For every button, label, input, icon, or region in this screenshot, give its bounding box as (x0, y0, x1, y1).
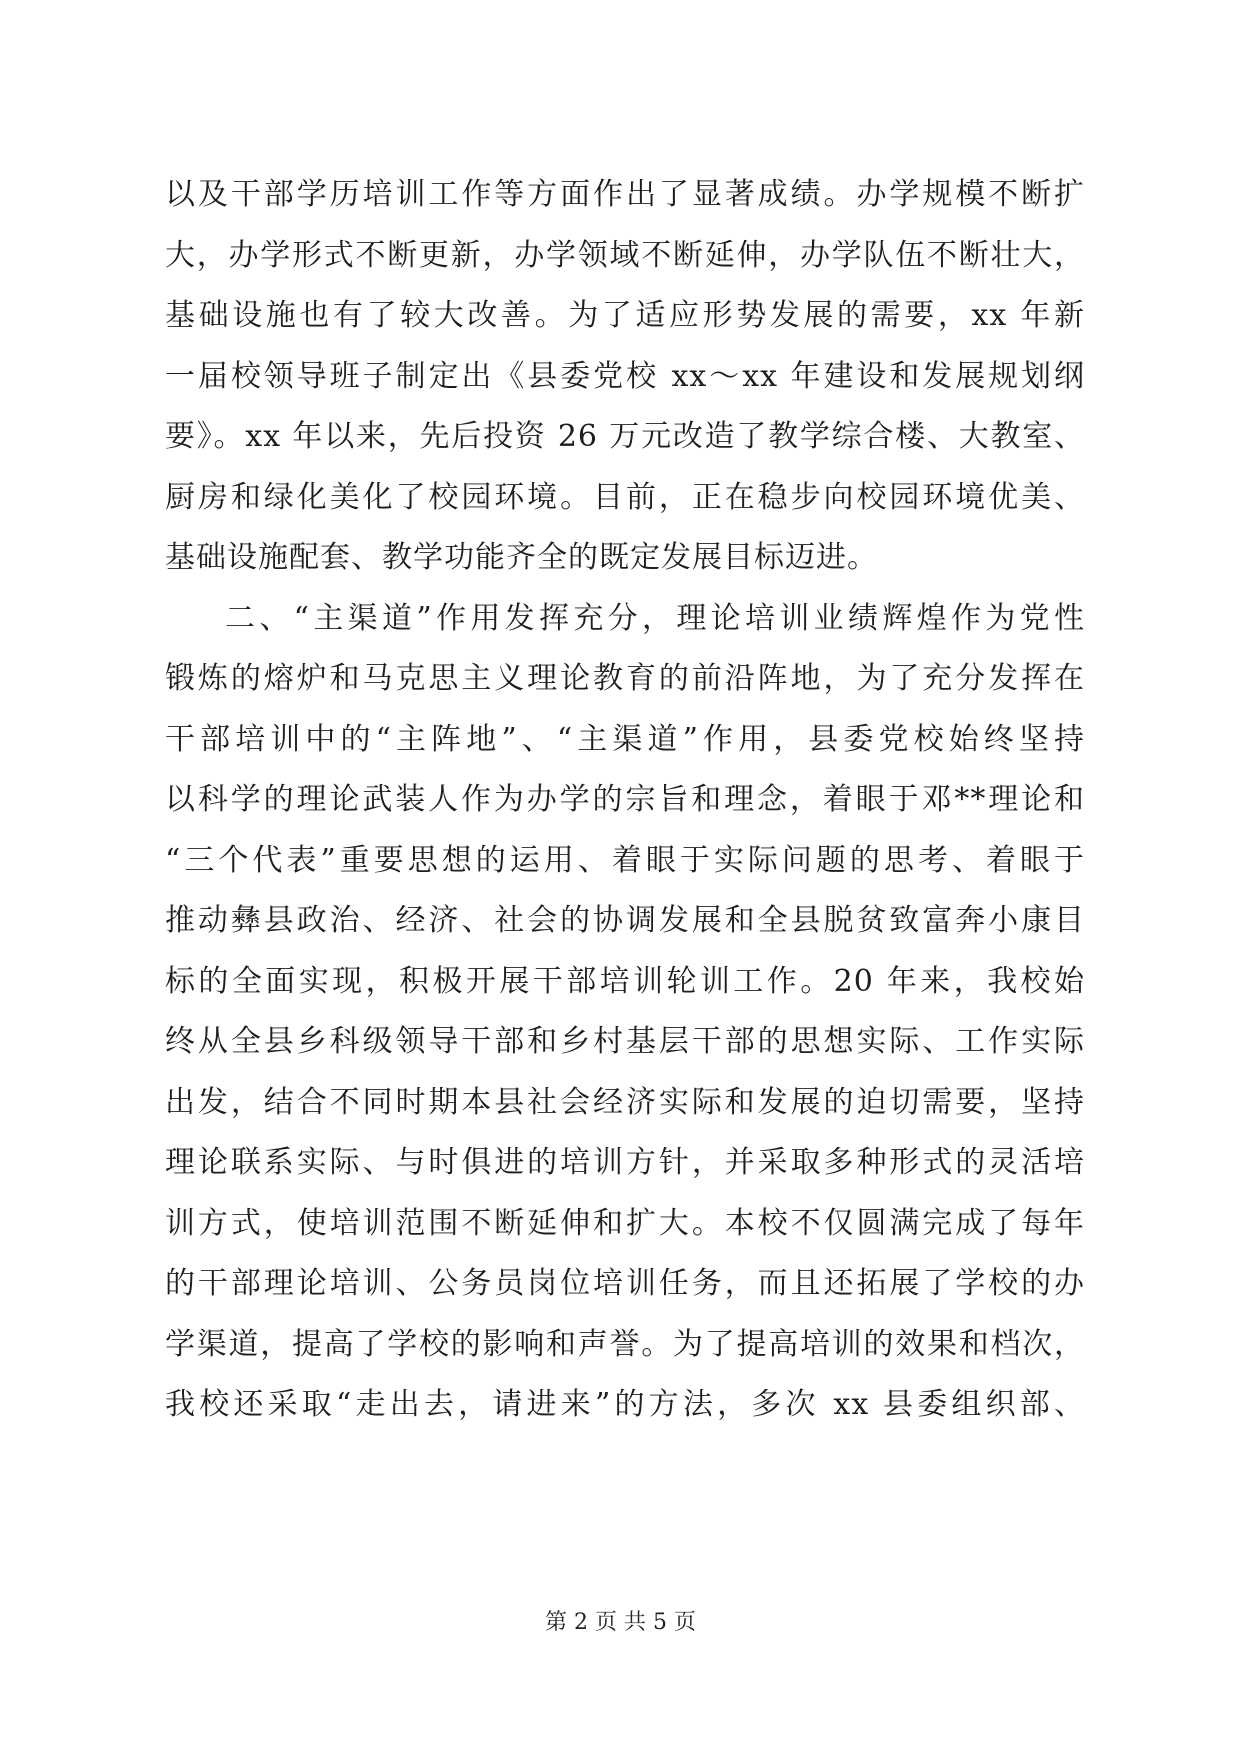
text-line: 基础设施配套、教学功能齐全的既定发展目标迈进。 (165, 540, 878, 575)
text-line: 训方式，使培训范围不断延伸和扩大。本校不仅圆满完成了每年 (165, 1205, 1085, 1241)
text-line: 基础设施也有了较大改善。为了适应形势发展的需要，xx 年新 (165, 298, 1085, 333)
page-number-footer: 第 2 页 共 5 页 (545, 1610, 696, 1635)
text-line: 终从全县乡科级领导干部和乡村基层干部的思想实际、工作实际 (165, 1024, 1085, 1059)
text-line: 一届校领导班子制定出《县委党校 xx～xx 年建设和发展规划纲 (165, 358, 1085, 394)
document-body (165, 165, 1085, 1436)
text-line: “三个代表”重要思想的运用、着眼于实际问题的思考、着眼于 (165, 842, 1085, 878)
text-line: 推动彝县政治、经济、社会的协调发展和全县脱贫致富奔小康目 (165, 903, 1085, 938)
text-line: 标的全面实现，积极开展干部培训轮训工作。20 年来，我校始 (165, 963, 1085, 999)
text-line: 厨房和绿化美化了校园环境。目前，正在稳步向校园环境优美、 (165, 479, 1085, 515)
text-line: 学渠道，提高了学校的影响和声誉。为了提高培训的效果和档次， (165, 1326, 1085, 1362)
text-line: 要》。xx 年以来，先后投资 26 万元改造了教学综合楼、大教室、 (165, 419, 1085, 454)
text-line: 以科学的理论武装人作为办学的宗旨和理念，着眼于邓**理论和 (165, 782, 1085, 817)
text-line: 干部培训中的“主阵地”、“主渠道”作用，县委党校始终坚持 (165, 721, 1085, 757)
text-line: 锻炼的熔炉和马克思主义理论教育的前沿阵地，为了充分发挥在 (165, 661, 1085, 696)
text-line: 出发，结合不同时期本县社会经济实际和发展的迫切需要，坚持 (165, 1084, 1085, 1120)
text-line: 的干部理论培训、公务员岗位培训任务，而且还拓展了学校的办 (165, 1266, 1085, 1301)
text-line: 理论联系实际、与时俱进的培训方针，并采取多种形式的灵活培 (165, 1145, 1085, 1180)
section-heading-line: 二、“主渠道”作用发挥充分，理论培训业绩辉煌作为党性 (225, 600, 1085, 636)
text-line: 我校还采取“走出去，请进来”的方法，多次 xx 县委组织部、 (165, 1387, 1085, 1422)
text-line: 大，办学形式不断更新，办学领域不断延伸，办学队伍不断壮大， (165, 237, 1085, 273)
text-line: 以及干部学历培训工作等方面作出了显著成绩。办学规模不断扩 (165, 177, 1085, 212)
